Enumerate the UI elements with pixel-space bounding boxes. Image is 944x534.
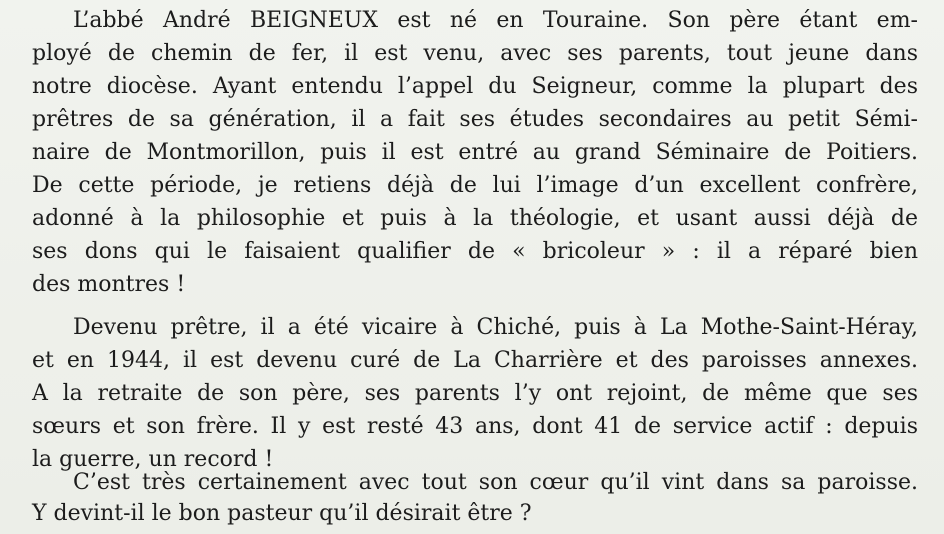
- text-line: prêtres de sa génération, il a fait ses études secondaires au petit Sémi-: [32, 107, 918, 132]
- text-line: A la retraite de son père, ses parents l’y ont rejoint, de même que ses: [32, 381, 918, 406]
- text-line: et en 1944, il est devenu curé de La Charrière et des paroisses annexes.: [32, 348, 918, 373]
- text-line: ployé de chemin de fer, il est venu, avec ses parents, tout jeune dans: [32, 41, 918, 66]
- text-line: la guerre, un record !: [32, 447, 274, 472]
- text-line: Devenu prêtre, il a été vicaire à Chiché, puis à La Mothe-Saint-Héray,: [73, 315, 918, 340]
- text-line: sœurs et son frère. Il y est resté 43 ans, dont 41 de service actif : depuis: [32, 414, 918, 439]
- text-line: naire de Montmorillon, puis il est entré au grand Séminaire de Poitiers.: [32, 140, 918, 165]
- text-line: Y devint-il le bon pasteur qu’il désirait être ?: [32, 501, 532, 526]
- text-line: De cette période, je retiens déjà de lui l’image d’un excellent confrère,: [32, 173, 918, 198]
- text-line: notre diocèse. Ayant entendu l’appel du Seigneur, comme la plupart des: [32, 74, 918, 99]
- text-line: ses dons qui le faisaient qualifier de « bricoleur » : il a réparé bien: [32, 239, 918, 264]
- text-line: C’est très certainement avec tout son cœur qu’il vint dans sa paroisse.: [73, 470, 918, 495]
- text-line: L’abbé André BEIGNEUX est né en Touraine. Son père étant em-: [73, 8, 918, 33]
- text-line: adonné à la philosophie et puis à la théologie, et usant aussi déjà de: [32, 206, 918, 231]
- text-line: des montres !: [32, 272, 186, 297]
